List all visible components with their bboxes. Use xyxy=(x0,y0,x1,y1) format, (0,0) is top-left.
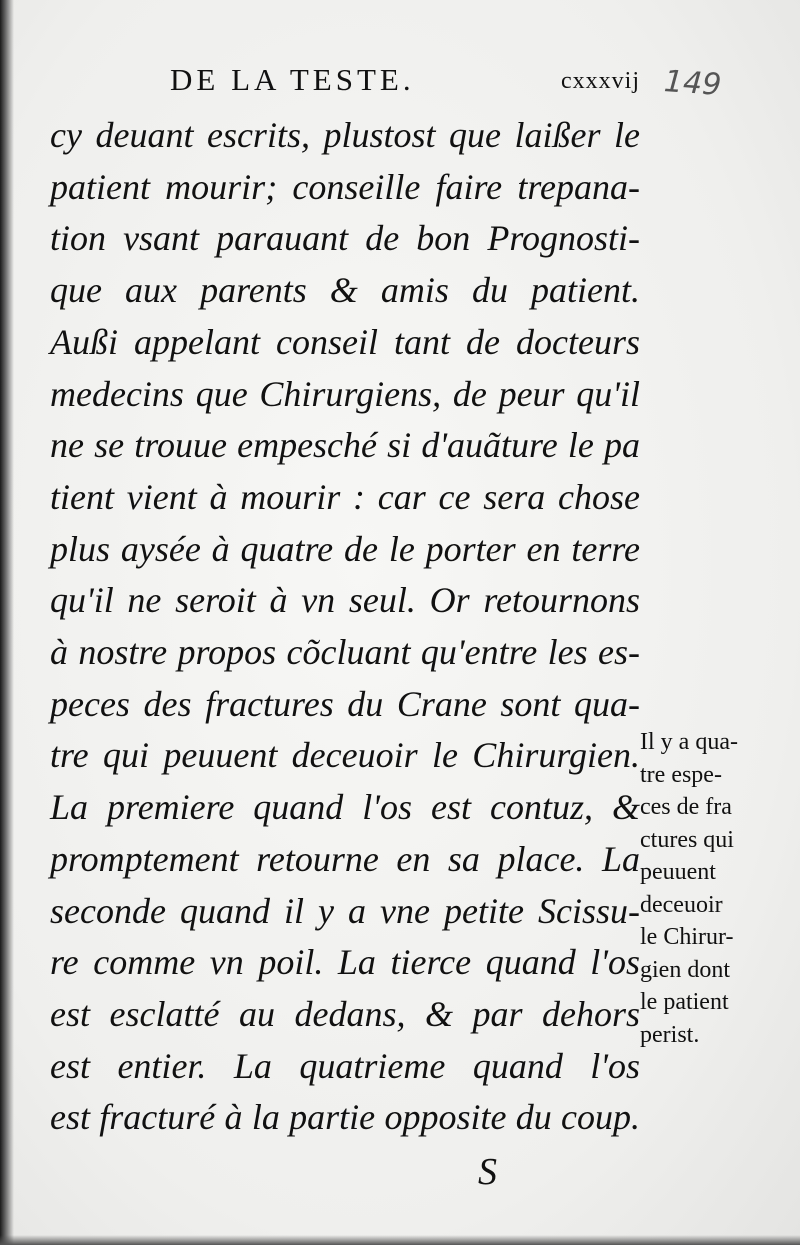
margin-note-line: le Chirur- xyxy=(640,924,734,950)
marginal-note xyxy=(640,726,790,1051)
margin-note-line: peuuent xyxy=(640,859,716,885)
text-line: à nostre propos cõcluant qu'entre les es- xyxy=(50,632,640,673)
margin-note-line: Il y a qua- xyxy=(640,729,738,755)
text-line: ne se trouue empesché si d'auãture le pa xyxy=(50,425,640,466)
folio-number: cxxxvij xyxy=(561,68,640,94)
margin-note-line: ces de fra xyxy=(640,794,732,820)
text-line: La premiere quand l'os est contuz, & xyxy=(50,787,640,828)
margin-note-line: deceuoir xyxy=(640,891,723,918)
text-line: tion vsant parauant de bon Prognosti- xyxy=(50,218,640,259)
text-line: tient vient à mourir : car ce sera chose xyxy=(50,476,640,517)
page-binding-shadow xyxy=(0,0,14,1245)
margin-note-line: gien dont xyxy=(640,956,730,983)
text-line: medecins que Chirurgiens, de peur qu'il xyxy=(50,373,640,414)
text-line: re comme vn poil. La tierce quand l'os xyxy=(50,942,640,983)
text-line: que aux parents & amis du patient. xyxy=(50,270,640,311)
main-text-block xyxy=(50,110,640,1144)
text-line: patient mourir; conseille faire trepana- xyxy=(50,166,640,207)
signature-mark: S xyxy=(478,1151,497,1193)
text-line: est fracturé à la partie opposite du coup. xyxy=(50,1097,640,1138)
running-header xyxy=(170,62,640,102)
margin-note-line: tre espe- xyxy=(640,761,722,788)
text-line: est entier. La quatrieme quand l'os xyxy=(50,1045,640,1086)
text-line: peces des fractures du Crane sont qua- xyxy=(50,683,640,724)
text-line: tre qui peuuent deceuoir le Chirurgien. xyxy=(50,735,640,776)
text-line: seconde quand il y a vne petite Scissu- xyxy=(50,890,640,931)
text-line: est esclatté au dedans, & par dehors xyxy=(50,993,640,1034)
text-line: Außi appelant conseil tant de docteurs xyxy=(50,321,640,362)
text-line: promptement retourne en sa place. La xyxy=(50,838,640,879)
margin-note-line: perist. xyxy=(640,1021,700,1048)
text-line: cy deuant escrits, plustost que laißer le xyxy=(50,115,640,155)
running-title: DE LA TESTE. xyxy=(170,62,415,97)
handwritten-page-number: 149 xyxy=(662,64,723,103)
margin-note-line: le patient xyxy=(640,989,729,1015)
page-bottom-shadow xyxy=(0,1235,800,1245)
margin-note-line: ctures qui xyxy=(640,826,734,853)
text-line: qu'il ne seroit à vn seul. Or retournons xyxy=(50,580,640,621)
text-line: plus aysée à quatre de le porter en terre xyxy=(50,528,640,569)
